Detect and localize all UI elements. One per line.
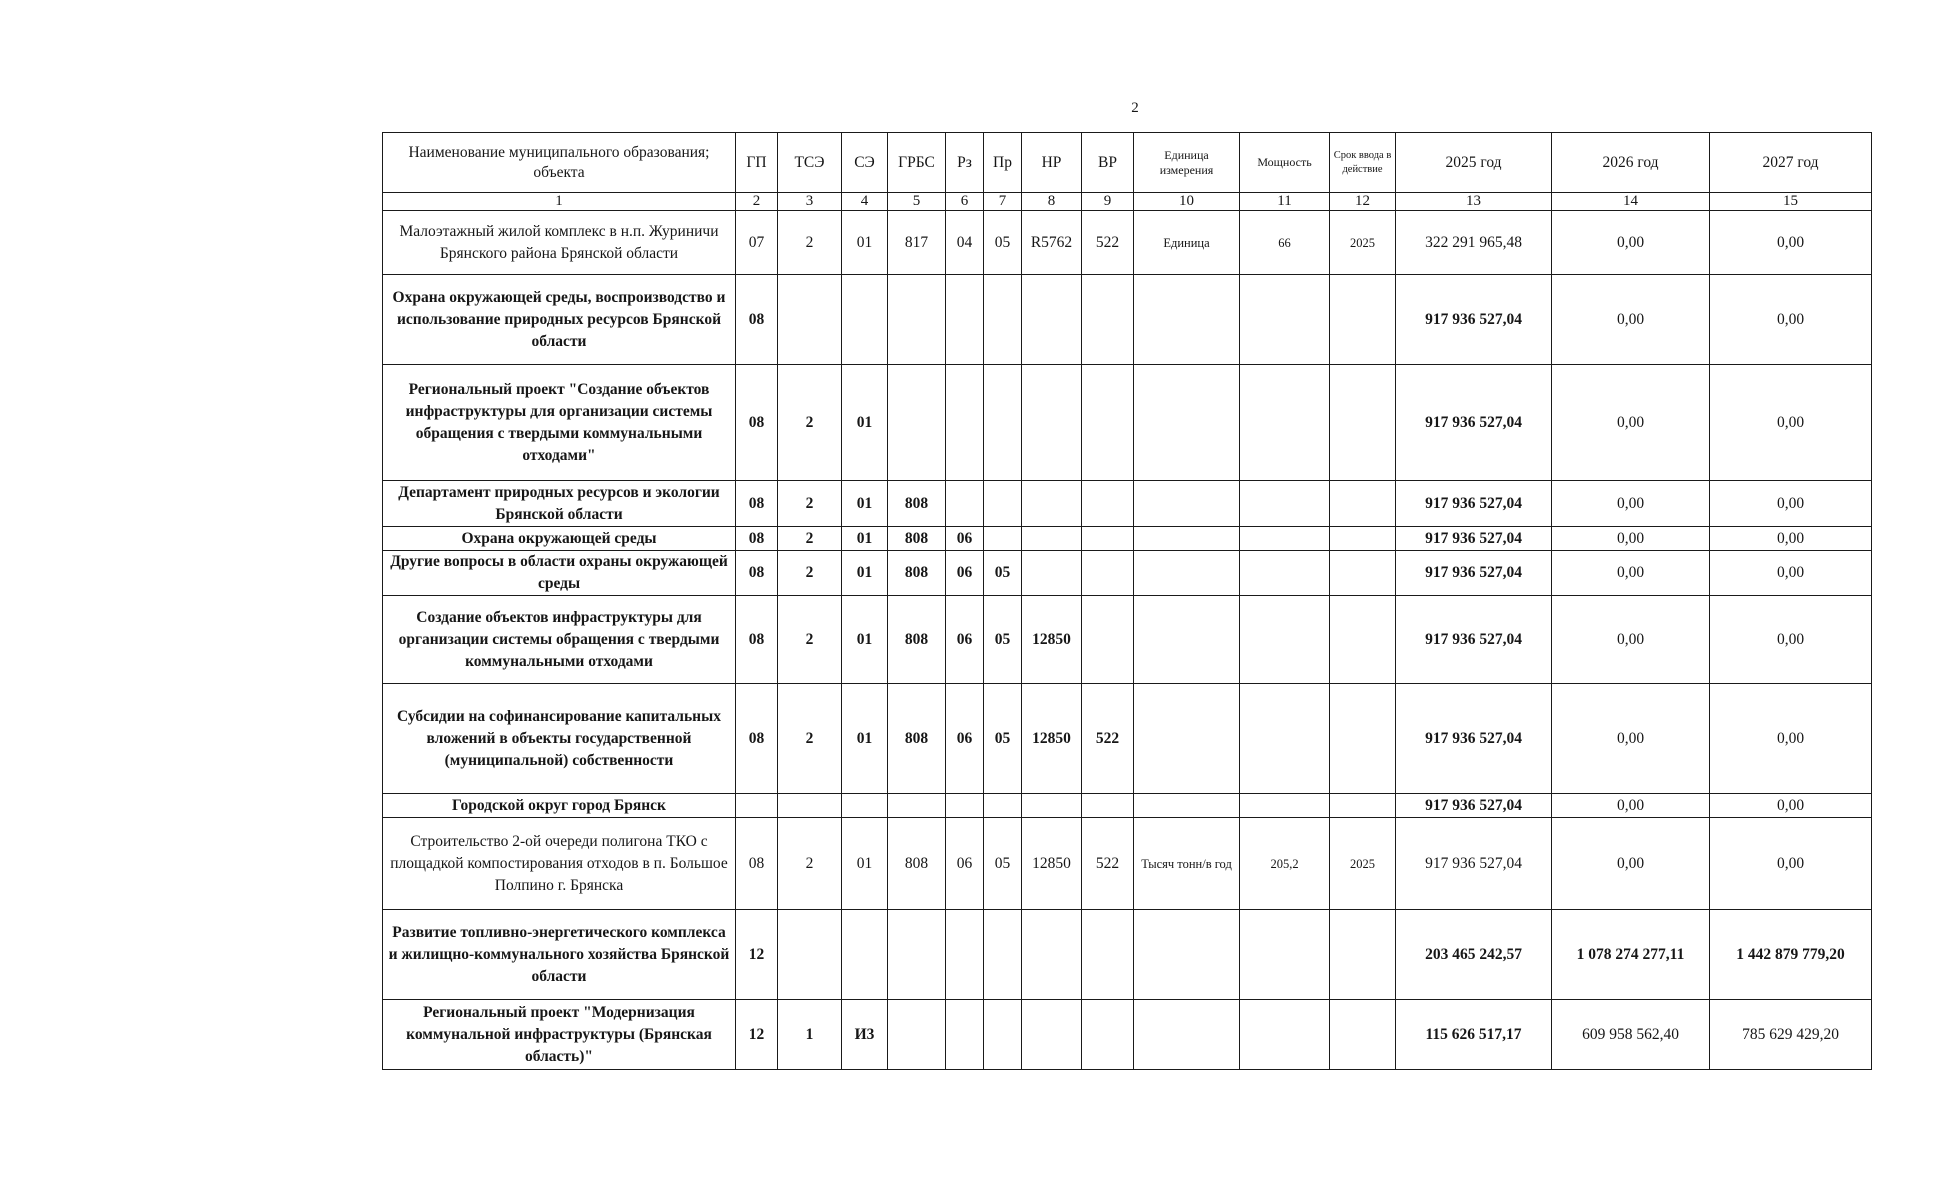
se-code-cell: И3 <box>842 1000 888 1070</box>
pr-code-cell <box>984 527 1022 551</box>
column-number-row <box>383 193 1872 211</box>
header-row <box>383 133 1872 193</box>
unit-cell <box>1134 910 1240 1000</box>
se-code-cell: 01 <box>842 596 888 684</box>
object-name-cell: Развитие топливно-энергетического комплекса и жилищно-коммунального хозяйства Брянской области <box>383 910 736 1000</box>
vr-code-cell <box>1082 275 1134 365</box>
pr-code-cell: 05 <box>984 818 1022 910</box>
se-code-cell: 01 <box>842 818 888 910</box>
pr-code-cell <box>984 910 1022 1000</box>
gp-code-cell: 08 <box>736 365 778 481</box>
term-cell <box>1330 527 1396 551</box>
pr-code-cell <box>984 275 1022 365</box>
rz-code-cell: 06 <box>946 818 984 910</box>
term-cell: 2025 <box>1330 211 1396 275</box>
header-name: Наименование муниципального образования; объекта <box>383 133 736 193</box>
gp-code-cell: 08 <box>736 275 778 365</box>
capacity-cell <box>1240 481 1330 527</box>
column-number: 15 <box>1710 193 1872 211</box>
amount-cell-2027: 0,00 <box>1710 481 1872 527</box>
term-cell <box>1330 481 1396 527</box>
vr-code-cell <box>1082 527 1134 551</box>
header-2025: 2025 год <box>1396 133 1552 193</box>
rz-code-cell: 06 <box>946 551 984 596</box>
tse-code-cell: 1 <box>778 1000 842 1070</box>
column-number: 1 <box>383 193 736 211</box>
tse-code-cell: 2 <box>778 551 842 596</box>
amount-cell-2025: 917 936 527,04 <box>1396 481 1552 527</box>
unit-cell <box>1134 551 1240 596</box>
header-se: СЭ <box>842 133 888 193</box>
gp-code-cell: 08 <box>736 481 778 527</box>
se-code-cell <box>842 275 888 365</box>
unit-cell <box>1134 1000 1240 1070</box>
unit-cell <box>1134 527 1240 551</box>
rz-code-cell <box>946 794 984 818</box>
amount-cell-2025: 115 626 517,17 <box>1396 1000 1552 1070</box>
capacity-cell <box>1240 596 1330 684</box>
nr-code-cell <box>1022 551 1082 596</box>
column-number: 13 <box>1396 193 1552 211</box>
nr-code-cell: 12850 <box>1022 818 1082 910</box>
tse-code-cell: 2 <box>778 596 842 684</box>
amount-cell-2027: 0,00 <box>1710 275 1872 365</box>
amount-cell-2026: 0,00 <box>1552 527 1710 551</box>
amount-cell-2025: 203 465 242,57 <box>1396 910 1552 1000</box>
object-name-cell: Малоэтажный жилой комплекс в н.п. Журиничи Брянского района Брянской области <box>383 211 736 275</box>
amount-cell-2027: 0,00 <box>1710 551 1872 596</box>
unit-cell <box>1134 794 1240 818</box>
amount-cell-2025: 322 291 965,48 <box>1396 211 1552 275</box>
gp-code-cell: 07 <box>736 211 778 275</box>
nr-code-cell <box>1022 1000 1082 1070</box>
tse-code-cell: 2 <box>778 481 842 527</box>
object-name-cell: Департамент природных ресурсов и экологии Брянской области <box>383 481 736 527</box>
term-cell <box>1330 1000 1396 1070</box>
amount-cell-2026: 0,00 <box>1552 596 1710 684</box>
object-name-cell: Городской округ город Брянск <box>383 794 736 818</box>
rz-code-cell: 06 <box>946 684 984 794</box>
column-number: 5 <box>888 193 946 211</box>
object-name-cell: Субсидии на софинансирование капитальных вложений в объекты государственной (муниципальной) собственности <box>383 684 736 794</box>
gp-code-cell: 08 <box>736 527 778 551</box>
grbs-code-cell: 808 <box>888 551 946 596</box>
grbs-code-cell <box>888 910 946 1000</box>
object-name-cell: Строительство 2-ой очереди полигона ТКО с площадкой компостирования отходов в п. Большое Полпино г. Брянска <box>383 818 736 910</box>
rz-code-cell <box>946 365 984 481</box>
header-pr: Пр <box>984 133 1022 193</box>
se-code-cell: 01 <box>842 365 888 481</box>
amount-cell-2027: 0,00 <box>1710 596 1872 684</box>
column-number: 8 <box>1022 193 1082 211</box>
term-cell <box>1330 910 1396 1000</box>
rz-code-cell: 06 <box>946 527 984 551</box>
amount-cell-2027: 0,00 <box>1710 818 1872 910</box>
amount-cell-2026: 0,00 <box>1552 794 1710 818</box>
term-cell: 2025 <box>1330 818 1396 910</box>
se-code-cell: 01 <box>842 527 888 551</box>
pr-code-cell: 05 <box>984 211 1022 275</box>
pr-code-cell: 05 <box>984 551 1022 596</box>
se-code-cell: 01 <box>842 211 888 275</box>
nr-code-cell <box>1022 910 1082 1000</box>
tse-code-cell <box>778 794 842 818</box>
gp-code-cell: 08 <box>736 684 778 794</box>
capacity-cell <box>1240 551 1330 596</box>
tse-code-cell: 2 <box>778 211 842 275</box>
column-number: 11 <box>1240 193 1330 211</box>
unit-cell: Тысяч тонн/в год <box>1134 818 1240 910</box>
page-number: 2 <box>1131 100 1139 116</box>
rz-code-cell <box>946 481 984 527</box>
vr-code-cell <box>1082 365 1134 481</box>
table-row <box>383 684 1872 794</box>
gp-code-cell: 12 <box>736 1000 778 1070</box>
table-row <box>383 818 1872 910</box>
table-row <box>383 551 1872 596</box>
amount-cell-2026: 1 078 274 277,11 <box>1552 910 1710 1000</box>
rz-code-cell <box>946 910 984 1000</box>
unit-cell <box>1134 684 1240 794</box>
object-name-cell: Другие вопросы в области охраны окружающей среды <box>383 551 736 596</box>
header-grbs: ГРБС <box>888 133 946 193</box>
amount-cell-2027: 1 442 879 779,20 <box>1710 910 1872 1000</box>
vr-code-cell: 522 <box>1082 818 1134 910</box>
pr-code-cell: 05 <box>984 684 1022 794</box>
table-row <box>383 1000 1872 1070</box>
grbs-code-cell <box>888 365 946 481</box>
se-code-cell <box>842 794 888 818</box>
term-cell <box>1330 794 1396 818</box>
term-cell <box>1330 596 1396 684</box>
header-nr: НР <box>1022 133 1082 193</box>
nr-code-cell: R5762 <box>1022 211 1082 275</box>
nr-code-cell: 12850 <box>1022 684 1082 794</box>
pr-code-cell <box>984 794 1022 818</box>
column-number: 7 <box>984 193 1022 211</box>
rz-code-cell: 06 <box>946 596 984 684</box>
amount-cell-2025: 917 936 527,04 <box>1396 794 1552 818</box>
amount-cell-2026: 0,00 <box>1552 818 1710 910</box>
object-name-cell: Создание объектов инфраструктуры для организации системы обращения с твердыми коммунальными отходами <box>383 596 736 684</box>
nr-code-cell <box>1022 365 1082 481</box>
capacity-cell: 205,2 <box>1240 818 1330 910</box>
table-row <box>383 596 1872 684</box>
column-number: 10 <box>1134 193 1240 211</box>
grbs-code-cell: 808 <box>888 596 946 684</box>
capacity-cell <box>1240 684 1330 794</box>
amount-cell-2026: 0,00 <box>1552 551 1710 596</box>
capacity-cell <box>1240 1000 1330 1070</box>
pr-code-cell <box>984 1000 1022 1070</box>
object-name-cell: Охрана окружающей среды, воспроизводство и использование природных ресурсов Брянской области <box>383 275 736 365</box>
amount-cell-2026: 0,00 <box>1552 365 1710 481</box>
amount-cell-2025: 917 936 527,04 <box>1396 365 1552 481</box>
table-row <box>383 365 1872 481</box>
grbs-code-cell: 808 <box>888 684 946 794</box>
nr-code-cell <box>1022 481 1082 527</box>
amount-cell-2025: 917 936 527,04 <box>1396 818 1552 910</box>
gp-code-cell: 12 <box>736 910 778 1000</box>
column-number: 6 <box>946 193 984 211</box>
amount-cell-2026: 0,00 <box>1552 684 1710 794</box>
unit-cell <box>1134 481 1240 527</box>
tse-code-cell: 2 <box>778 818 842 910</box>
gp-code-cell: 08 <box>736 818 778 910</box>
amount-cell-2025: 917 936 527,04 <box>1396 275 1552 365</box>
unit-cell <box>1134 596 1240 684</box>
table-row <box>383 794 1872 818</box>
amount-cell-2025: 917 936 527,04 <box>1396 527 1552 551</box>
capacity-cell: 66 <box>1240 211 1330 275</box>
header-unit: Единица измерения <box>1134 133 1240 193</box>
se-code-cell <box>842 910 888 1000</box>
object-name-cell: Региональный проект "Модернизация коммунальной инфраструктуры (Брянская область)" <box>383 1000 736 1070</box>
vr-code-cell <box>1082 910 1134 1000</box>
se-code-cell: 01 <box>842 684 888 794</box>
header-term: Срок ввода в действие <box>1330 133 1396 193</box>
table-row <box>383 481 1872 527</box>
se-code-cell: 01 <box>842 481 888 527</box>
amount-cell-2027: 0,00 <box>1710 211 1872 275</box>
term-cell <box>1330 551 1396 596</box>
nr-code-cell <box>1022 794 1082 818</box>
grbs-code-cell <box>888 1000 946 1070</box>
term-cell <box>1330 275 1396 365</box>
grbs-code-cell: 808 <box>888 818 946 910</box>
grbs-code-cell: 808 <box>888 527 946 551</box>
rz-code-cell <box>946 1000 984 1070</box>
amount-cell-2025: 917 936 527,04 <box>1396 596 1552 684</box>
capacity-cell <box>1240 365 1330 481</box>
vr-code-cell: 522 <box>1082 684 1134 794</box>
capacity-cell <box>1240 910 1330 1000</box>
amount-cell-2027: 0,00 <box>1710 365 1872 481</box>
gp-code-cell: 08 <box>736 596 778 684</box>
table-row <box>383 527 1872 551</box>
nr-code-cell: 12850 <box>1022 596 1082 684</box>
vr-code-cell <box>1082 1000 1134 1070</box>
header-2027: 2027 год <box>1710 133 1872 193</box>
vr-code-cell <box>1082 794 1134 818</box>
term-cell <box>1330 365 1396 481</box>
grbs-code-cell: 817 <box>888 211 946 275</box>
table-row <box>383 275 1872 365</box>
column-number: 9 <box>1082 193 1134 211</box>
object-name-cell: Региональный проект "Создание объектов инфраструктуры для организации системы обращения с твердыми коммунальными отходами" <box>383 365 736 481</box>
nr-code-cell <box>1022 527 1082 551</box>
column-number: 12 <box>1330 193 1396 211</box>
tse-code-cell: 2 <box>778 684 842 794</box>
amount-cell-2026: 0,00 <box>1552 211 1710 275</box>
capacity-cell <box>1240 275 1330 365</box>
table-row <box>383 910 1872 1000</box>
header-capacity: Мощность <box>1240 133 1330 193</box>
table-row <box>383 211 1872 275</box>
header-2026: 2026 год <box>1552 133 1710 193</box>
vr-code-cell <box>1082 481 1134 527</box>
tse-code-cell: 2 <box>778 365 842 481</box>
rz-code-cell <box>946 275 984 365</box>
term-cell <box>1330 684 1396 794</box>
amount-cell-2025: 917 936 527,04 <box>1396 551 1552 596</box>
header-tse: ТСЭ <box>778 133 842 193</box>
capacity-cell <box>1240 527 1330 551</box>
header-gp: ГП <box>736 133 778 193</box>
column-number: 2 <box>736 193 778 211</box>
pr-code-cell <box>984 365 1022 481</box>
object-name-cell: Охрана окружающей среды <box>383 527 736 551</box>
gp-code-cell <box>736 794 778 818</box>
vr-code-cell: 522 <box>1082 211 1134 275</box>
tse-code-cell <box>778 275 842 365</box>
gp-code-cell: 08 <box>736 551 778 596</box>
se-code-cell: 01 <box>842 551 888 596</box>
grbs-code-cell <box>888 275 946 365</box>
amount-cell-2025: 917 936 527,04 <box>1396 684 1552 794</box>
header-vr: ВР <box>1082 133 1134 193</box>
tse-code-cell: 2 <box>778 527 842 551</box>
pr-code-cell <box>984 481 1022 527</box>
vr-code-cell <box>1082 551 1134 596</box>
amount-cell-2027: 785 629 429,20 <box>1710 1000 1872 1070</box>
amount-cell-2027: 0,00 <box>1710 794 1872 818</box>
column-number: 14 <box>1552 193 1710 211</box>
vr-code-cell <box>1082 596 1134 684</box>
unit-cell <box>1134 365 1240 481</box>
unit-cell <box>1134 275 1240 365</box>
amount-cell-2026: 0,00 <box>1552 275 1710 365</box>
amount-cell-2027: 0,00 <box>1710 684 1872 794</box>
budget-table <box>382 132 1872 1070</box>
header-rz: Рз <box>946 133 984 193</box>
capacity-cell <box>1240 794 1330 818</box>
column-number: 3 <box>778 193 842 211</box>
pr-code-cell: 05 <box>984 596 1022 684</box>
grbs-code-cell: 808 <box>888 481 946 527</box>
unit-cell: Единица <box>1134 211 1240 275</box>
grbs-code-cell <box>888 794 946 818</box>
nr-code-cell <box>1022 275 1082 365</box>
column-number: 4 <box>842 193 888 211</box>
rz-code-cell: 04 <box>946 211 984 275</box>
amount-cell-2027: 0,00 <box>1710 527 1872 551</box>
amount-cell-2026: 609 958 562,40 <box>1552 1000 1710 1070</box>
amount-cell-2026: 0,00 <box>1552 481 1710 527</box>
tse-code-cell <box>778 910 842 1000</box>
